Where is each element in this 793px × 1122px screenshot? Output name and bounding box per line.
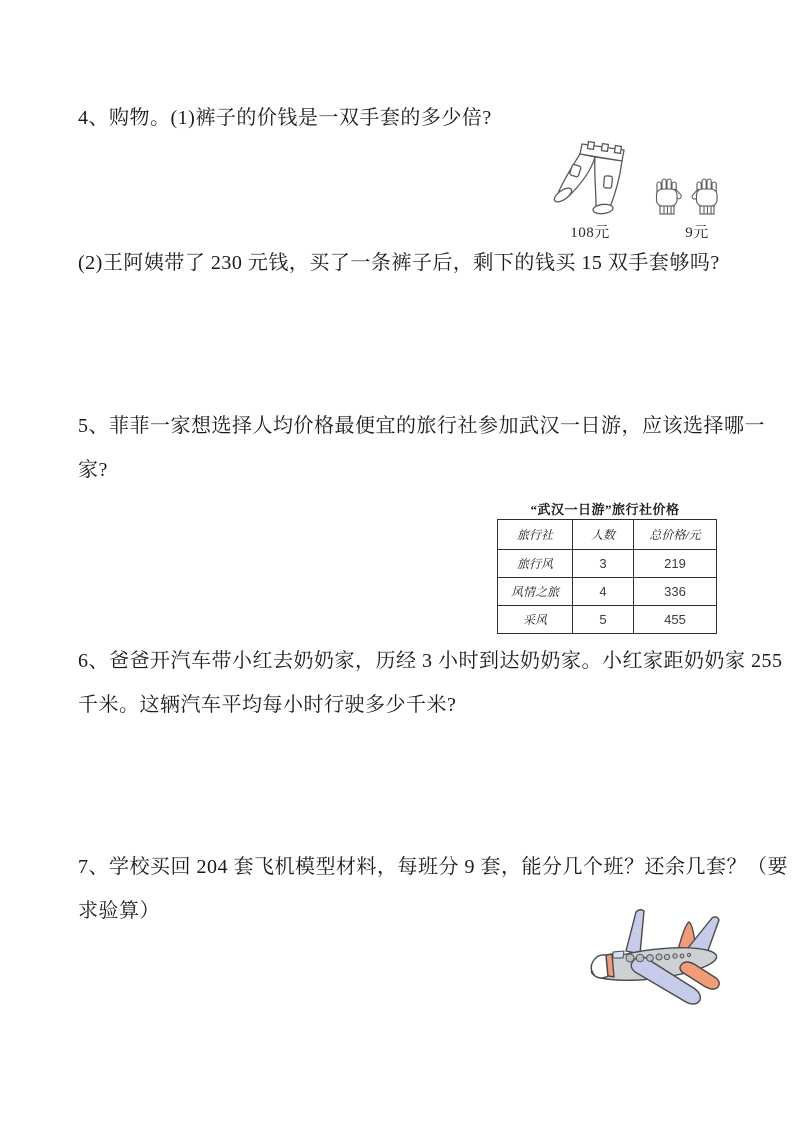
price-table-header-agency: 旅行社 [498, 520, 573, 550]
total-price: 455 [634, 606, 717, 634]
table-row [498, 606, 717, 634]
total-price: 219 [634, 550, 717, 578]
price-table-header-people: 人数 [573, 520, 634, 550]
price-table [497, 519, 717, 634]
question-7-line1: 7、学校买回 204 套飞机模型材料，每班分 9 套，能分几个班？还余几套？（要 [78, 856, 788, 878]
total-price: 336 [634, 578, 717, 606]
people-count: 5 [573, 606, 634, 634]
agency-name: 采风 [498, 606, 573, 634]
question-6-line2: 千米。这辆汽车平均每小时行驶多少千米? [78, 694, 457, 716]
airplane-illustration [586, 908, 728, 1012]
price-table-header-total: 总价格/元 [634, 520, 717, 550]
agency-name: 旅行风 [498, 550, 573, 578]
people-count: 4 [573, 578, 634, 606]
table-row [498, 578, 717, 606]
table-row [498, 550, 717, 578]
pants-illustration [548, 134, 640, 220]
question-7-line2: 求验算） [78, 900, 160, 922]
gloves-illustration [652, 177, 726, 219]
question-5-line1: 5、菲菲一家想选择人均价格最便宜的旅行社参加武汉一日游，应该选择哪一 [78, 415, 765, 437]
price-table-title: “武汉一日游”旅行社价格 [530, 502, 680, 517]
question-4-line2: (2)王阿姨带了 230 元钱，买了一条裤子后，剩下的钱买 15 双手套够吗? [78, 252, 720, 274]
question-6-line1: 6、爸爸开汽车带小红去奶奶家，历经 3 小时到达奶奶家。小红家距奶奶家 255 [78, 650, 783, 672]
question-5-line2: 家? [78, 459, 108, 481]
agency-name: 风情之旅 [498, 578, 573, 606]
gloves-price-label: 9元 [685, 225, 709, 241]
question-4-line1: 4、购物。(1)裤子的价钱是一双手套的多少倍? [78, 107, 492, 129]
pants-price-label: 108元 [570, 225, 610, 241]
price-table-header-row [498, 520, 717, 550]
people-count: 3 [573, 550, 634, 578]
